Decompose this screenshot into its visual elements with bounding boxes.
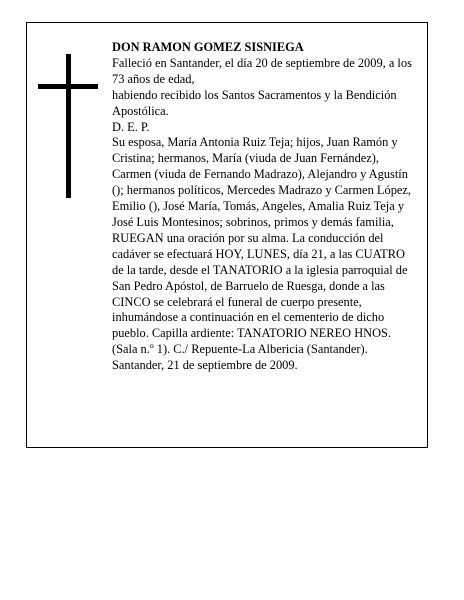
- notice-body: [112, 40, 417, 374]
- death-info: Falleció en Santander, el día 20 de septiembre de 2009, a los 73 años de edad,: [112, 55, 412, 86]
- family-list: Su esposa, María Antonia Ruiz Teja; hijos, Juan Ramón y Cristina; hermanos, María (viuda de Juan Fernández), Carmen (viuda de Fernando Madrazo), Alejandro y Agustín (); hermanos políticos, Mercedes Madrazo y Carmen López, Emilio (), José María, Tomás, Angeles, Amalia Ruiz Teja y José Luis Montesinos; sobrinos, primos y demás familia,: [112, 135, 411, 229]
- dateline: Santander, 21 de septiembre de 2009.: [112, 358, 298, 373]
- deceased-name: DON RAMON GOMEZ SISNIEGA: [112, 40, 304, 54]
- latin-cross-icon: [38, 54, 98, 198]
- cross-horizontal-bar: [38, 84, 98, 89]
- sacraments-line: habiendo recibido los Santos Sacramentos y la Bendición Apostólica.: [112, 87, 397, 118]
- cross-vertical-bar: [66, 54, 71, 198]
- rip-line: D. E. P.: [112, 119, 150, 134]
- funeral-request: RUEGAN una oración por su alma. La conducción del cadáver se efectuará HOY, LUNES, día 21, a las CUATRO de la tarde, desde el TANATORIO a la iglesia parroquial de San Pedro Apóstol, de Barruelo de Ruesga, donde a las CINCO se celebrará el funeral de cuerpo presente, inhumándose a continuación en el cementerio de dicho pueblo. Capilla ardiente: TANATORIO NEREO HNOS. (Sala n.º 1). C./ Repuente-La Albericia (Santander).: [112, 230, 408, 357]
